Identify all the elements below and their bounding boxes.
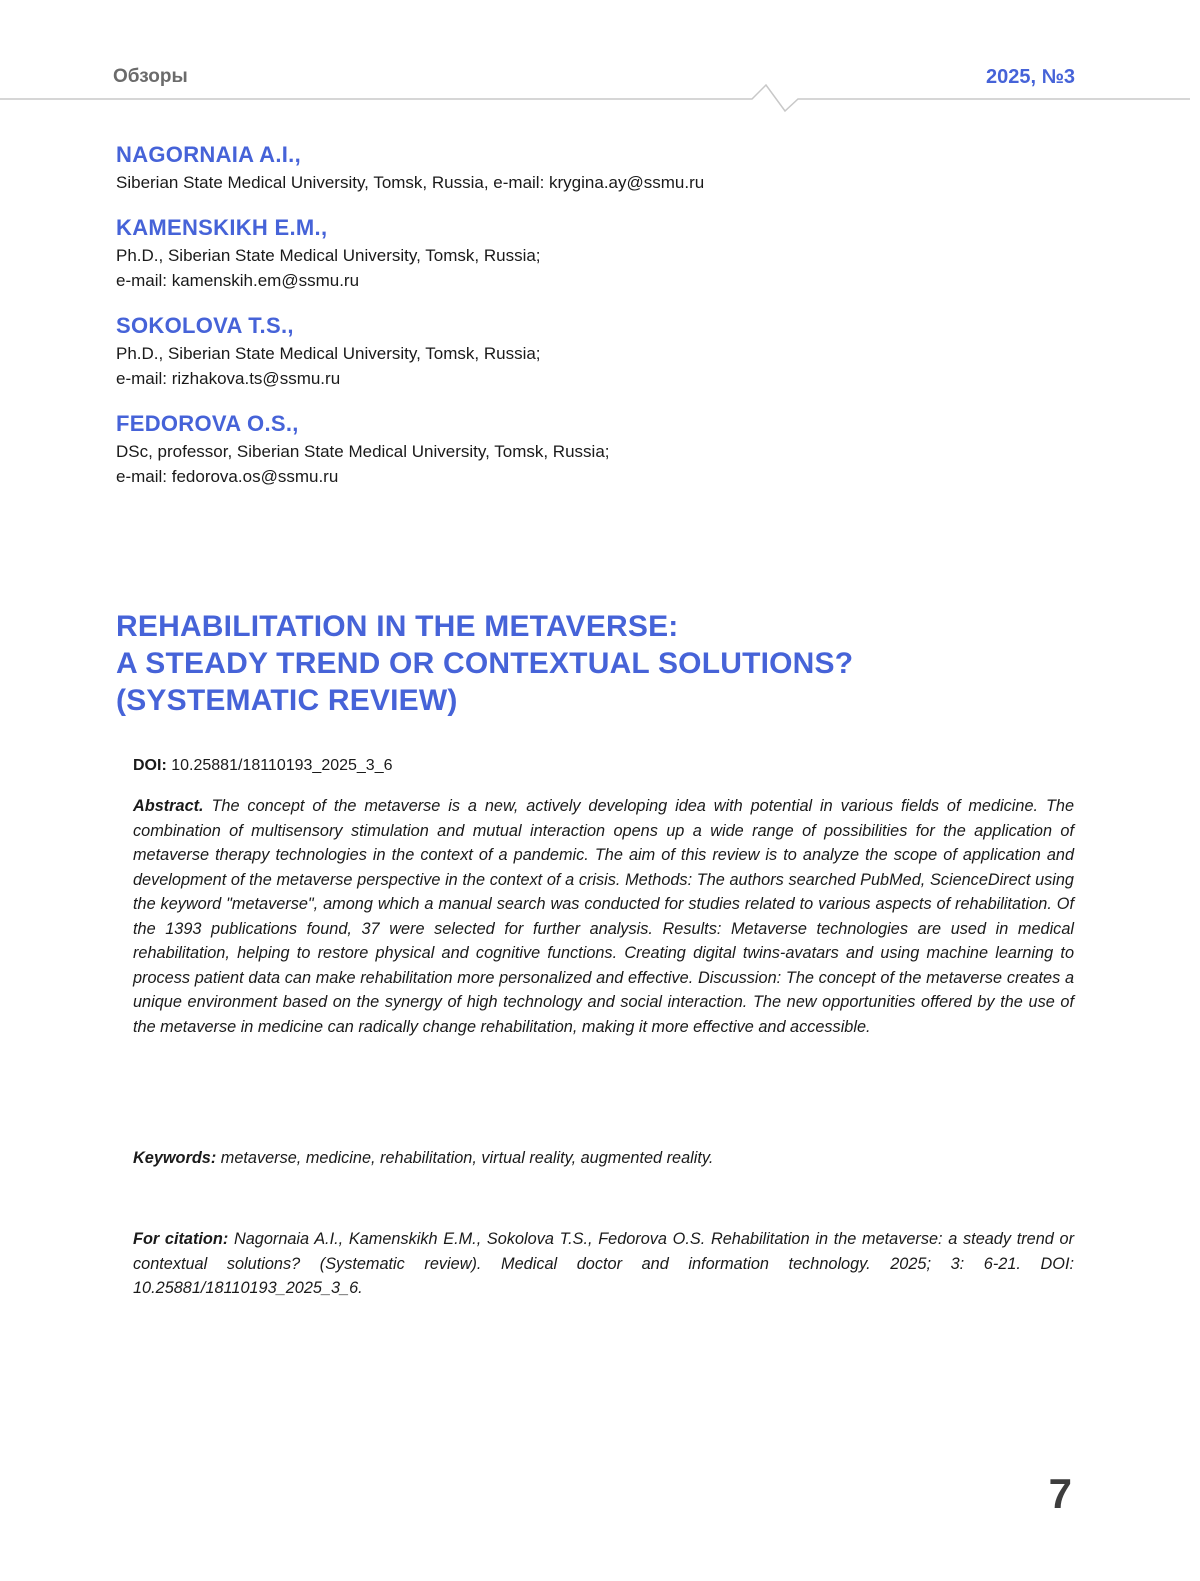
author-name: SOKOLOVA T.S., <box>116 311 1076 341</box>
author-name: FEDOROVA O.S., <box>116 409 1076 439</box>
abstract <box>133 794 1074 1039</box>
doi <box>133 757 393 775</box>
author-name: NAGORNAIA A.I., <box>116 140 1076 170</box>
author-email: e-mail: rizhakova.ts@ssmu.ru <box>116 366 1076 391</box>
author-affiliation: Ph.D., Siberian State Medical University, Tomsk, Russia; <box>116 341 1076 366</box>
keywords-label: Keywords: <box>133 1149 216 1167</box>
abstract-label: Abstract. <box>133 797 204 815</box>
header-rule <box>0 84 1200 116</box>
author-block <box>116 311 1076 391</box>
author-email: e-mail: kamenskih.em@ssmu.ru <box>116 268 1076 293</box>
running-header-issue: 2025, №3 <box>986 66 1075 89</box>
abstract-text: The concept of the metaverse is a new, actively developing idea with potential in various fields of medicine. The combination of multisensory stimulation and mutual interaction opens up a wide range of possibilities for the application of metaverse therapy technologies in the context of a pandemic. The aim of this review is to analyze the scope of application and development of the metaverse perspective in the context of a crisis. Methods: The authors searched PubMed, ScienceDirect using the keyword "metaverse", among which a manual search was conducted for studies related to various aspects of rehabilitation. Of the 1393 publications found, 37 were selected for further analysis. Results: Metaverse technologies are used in medical rehabilitation, helping to restore physical and cognitive functions. Creating digital twins-avatars and using machine learning to process patient data can make rehabilitation more personalized and effective. Discussion: The concept of the metaverse creates a unique environment based on the synergy of high technology and social interaction. The new opportunities offered by the use of the metaverse in medicine can radically change rehabilitation, making it more effective and accessible. <box>133 797 1074 1036</box>
keywords-text: metaverse, medicine, rehabilitation, virtual reality, augmented reality. <box>221 1149 714 1167</box>
author-block <box>116 213 1076 293</box>
author-email: e-mail: fedorova.os@ssmu.ru <box>116 464 1076 489</box>
author-name: KAMENSKIKH E.M., <box>116 213 1076 243</box>
author-block <box>116 140 1076 195</box>
page-number: 7 <box>1049 1470 1072 1518</box>
author-affiliation: Ph.D., Siberian State Medical University, Tomsk, Russia; <box>116 243 1076 268</box>
running-header-section: Обзоры <box>113 66 188 88</box>
doi-label: DOI: <box>133 757 167 774</box>
title-line: REHABILITATION IN THE METAVERSE: <box>116 608 1096 645</box>
keywords <box>133 1146 1074 1171</box>
author-affiliation: DSc, professor, Siberian State Medical University, Tomsk, Russia; <box>116 439 1076 464</box>
citation <box>133 1227 1074 1301</box>
author-list <box>116 140 1076 507</box>
doi-value: 10.25881/18110193_2025_3_6 <box>171 757 392 774</box>
citation-label: For citation: <box>133 1230 228 1248</box>
citation-text: Nagornaia A.I., Kamenskikh E.M., Sokolova T.S., Fedorova O.S. Rehabilitation in the metaverse: a steady trend or contextual solutions? (Systematic review). Medical doctor and information technology. 2025; 3: 6-21. DOI: 10.25881/18110193_2025_3_6. <box>133 1230 1074 1297</box>
title-line: (SYSTEMATIC REVIEW) <box>116 682 1096 719</box>
article-title <box>116 608 1096 719</box>
title-line: A STEADY TREND OR CONTEXTUAL SOLUTIONS? <box>116 645 1096 682</box>
author-affiliation: Siberian State Medical University, Tomsk, Russia, e-mail: krygina.ay@ssmu.ru <box>116 170 1076 195</box>
author-block <box>116 409 1076 489</box>
